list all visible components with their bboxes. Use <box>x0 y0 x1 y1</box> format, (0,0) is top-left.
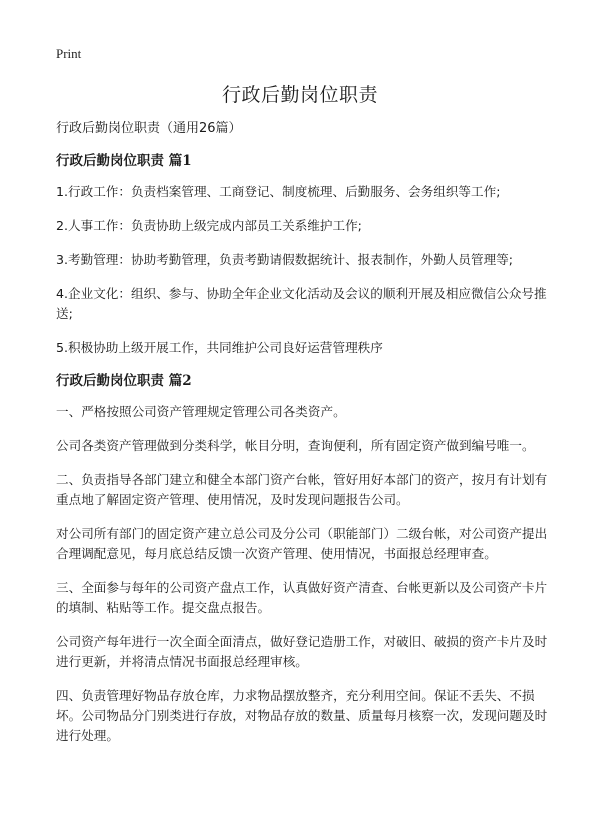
section-heading-text: 行政后勤岗位职责 <box>56 373 169 389</box>
section-heading <box>56 372 548 390</box>
paragraph: 5.积极协助上级开展工作，共同维护公司良好运营管理秩序 <box>56 340 383 355</box>
document-subtitle: 行政后勤岗位职责（通用26篇） <box>56 121 242 136</box>
paragraph: 二、负责指导各部门建立和健全本部门资产台帐，管好用好本部门的资产，按月有计划有重点地了解固定资产管理、使用情况，及时发现问题报告公司。 <box>56 472 548 507</box>
section-heading <box>56 152 548 170</box>
paragraph: 公司各类资产管理做到分类科学，帐目分明，查询便利，所有固定资产做到编号唯一。 <box>56 438 535 453</box>
paragraph: 1.行政工作：负责档案管理、工商登记、制度梳理、后勤服务、会务组织等工作; <box>56 184 501 199</box>
document-title: 行政后勤岗位职责 <box>221 84 378 106</box>
section-heading-number: 篇1 <box>168 153 192 169</box>
paragraph: 2.人事工作：负责协助上级完成内部员工关系维护工作; <box>56 218 362 233</box>
document-body <box>56 120 548 760</box>
paragraph: 三、全面参与每年的公司资产盘点工作，认真做好资产清查、台帐更新以及公司资产卡片的填制、粘贴等工作。提交盘点报告。 <box>56 580 548 615</box>
paragraph: 一、严格按照公司资产管理规定管理公司各类资产。 <box>56 404 346 419</box>
paragraph: 对公司所有部门的固定资产建立总公司及分公司（职能部门）二级台帐，对公司资产提出合理调配意见，每月底总结反馈一次资产管理、使用情况，书面报总经理审查。 <box>56 526 548 561</box>
paragraph: 3.考勤管理：协助考勤管理，负责考勤请假数据统计、报表制作，外勤人员管理等; <box>56 252 514 267</box>
section-heading-number: 篇2 <box>168 373 192 389</box>
paragraph: 公司资产每年进行一次全面全面清点，做好登记造册工作，对破旧、破损的资产卡片及时进行更新，并将清点情况书面报总经理审核。 <box>56 634 548 669</box>
paragraph: 4.企业文化：组织、参与、协助全年企业文化活动及会议的顺利开展及相应微信公众号推送; <box>56 286 547 321</box>
print-link[interactable]: Print <box>56 46 82 61</box>
paragraph: 四、负责管理好物品存放仓库，力求物品摆放整齐，充分利用空间。保证不丢失、不损坏。公司物品分门别类进行存放，对物品存放的数量、质量每月核察一次，发现问题及时进行处理。 <box>56 688 548 743</box>
section-heading-text: 行政后勤岗位职责 <box>56 153 169 169</box>
